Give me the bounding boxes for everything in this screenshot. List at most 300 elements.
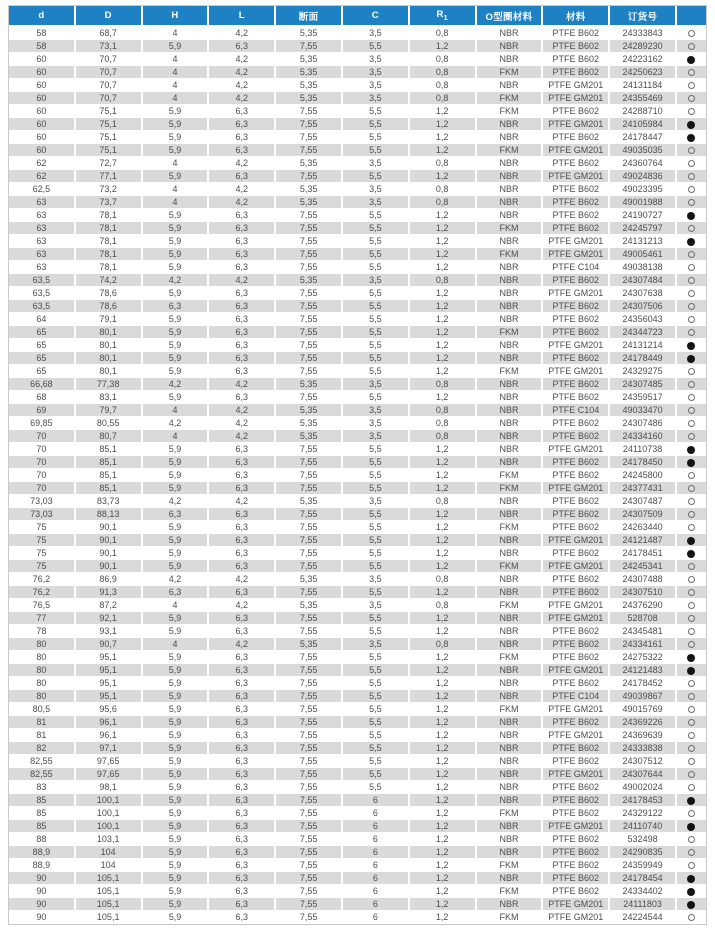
availability-dot-icon bbox=[688, 745, 695, 752]
cell-cross-section: 7,55 bbox=[276, 456, 343, 469]
cell-oring-material: FKM bbox=[477, 248, 544, 261]
cell-R1: 1,2 bbox=[410, 521, 477, 534]
cell-L: 6,3 bbox=[209, 144, 276, 157]
cell-d: 63 bbox=[9, 196, 76, 209]
cell-H: 4 bbox=[143, 404, 210, 417]
cell-L: 6,3 bbox=[209, 729, 276, 742]
cell-order-number: 49039867 bbox=[610, 690, 677, 703]
cell-L: 6,3 bbox=[209, 521, 276, 534]
cell-oring-material: NBR bbox=[477, 235, 544, 248]
table-row bbox=[9, 79, 706, 92]
cell-R1: 0,8 bbox=[410, 573, 477, 586]
cell-oring-material: NBR bbox=[477, 157, 544, 170]
cell-d: 70 bbox=[9, 469, 76, 482]
cell-d: 60 bbox=[9, 105, 76, 118]
cell-C: 5,5 bbox=[343, 625, 410, 638]
cell-L: 4,2 bbox=[209, 274, 276, 287]
cell-order-number: 24307488 bbox=[610, 573, 677, 586]
availability-dot-icon bbox=[688, 706, 695, 713]
cell-R1: 1,2 bbox=[410, 586, 477, 599]
cell-cross-section: 7,55 bbox=[276, 248, 343, 261]
cell-C: 3,5 bbox=[343, 430, 410, 443]
cell-material: PTFE GM201 bbox=[543, 443, 610, 456]
table-row bbox=[9, 261, 706, 274]
cell-availability bbox=[677, 79, 706, 92]
table-row bbox=[9, 391, 706, 404]
cell-L: 6,3 bbox=[209, 313, 276, 326]
cell-availability bbox=[677, 287, 706, 300]
cell-L: 6,3 bbox=[209, 300, 276, 313]
col-header-d-label: d bbox=[38, 10, 45, 21]
cell-H: 5,9 bbox=[143, 872, 210, 885]
cell-R1: 1,2 bbox=[410, 209, 477, 222]
cell-D: 78,1 bbox=[76, 222, 143, 235]
cell-L: 6,3 bbox=[209, 690, 276, 703]
cell-order-number: 49015769 bbox=[610, 703, 677, 716]
cell-cross-section: 7,55 bbox=[276, 443, 343, 456]
cell-L: 6,3 bbox=[209, 703, 276, 716]
availability-dot-icon bbox=[687, 446, 695, 454]
availability-dot-icon bbox=[688, 225, 695, 232]
cell-D: 79,7 bbox=[76, 404, 143, 417]
availability-dot-icon bbox=[688, 849, 695, 856]
cell-order-number: 24307487 bbox=[610, 495, 677, 508]
cell-cross-section: 7,55 bbox=[276, 586, 343, 599]
col-header-D-label: D bbox=[104, 10, 112, 21]
cell-D: 95,1 bbox=[76, 664, 143, 677]
cell-oring-material: FKM bbox=[477, 482, 544, 495]
cell-material: PTFE B602 bbox=[543, 742, 610, 755]
cell-D: 100,1 bbox=[76, 807, 143, 820]
cell-R1: 0,8 bbox=[410, 79, 477, 92]
cell-order-number: 24111803 bbox=[610, 898, 677, 911]
cell-C: 3,5 bbox=[343, 196, 410, 209]
cell-R1: 1,2 bbox=[410, 222, 477, 235]
cell-d: 80 bbox=[9, 690, 76, 703]
cell-D: 95,6 bbox=[76, 703, 143, 716]
cell-D: 80,1 bbox=[76, 339, 143, 352]
table-row bbox=[9, 27, 706, 40]
availability-dot-icon bbox=[688, 108, 695, 115]
cell-D: 78,1 bbox=[76, 261, 143, 274]
cell-D: 105,1 bbox=[76, 898, 143, 911]
cell-d: 82,55 bbox=[9, 768, 76, 781]
cell-H: 4 bbox=[143, 638, 210, 651]
cell-R1: 1,2 bbox=[410, 170, 477, 183]
cell-H: 5,9 bbox=[143, 664, 210, 677]
cell-availability bbox=[677, 677, 706, 690]
cell-C: 5,5 bbox=[343, 456, 410, 469]
cell-order-number: 24307510 bbox=[610, 586, 677, 599]
table-row bbox=[9, 469, 706, 482]
cell-oring-material: FKM bbox=[477, 703, 544, 716]
cell-oring-material: NBR bbox=[477, 729, 544, 742]
cell-L: 4,2 bbox=[209, 196, 276, 209]
cell-H: 4 bbox=[143, 430, 210, 443]
cell-d: 85 bbox=[9, 807, 76, 820]
cell-cross-section: 7,55 bbox=[276, 313, 343, 326]
cell-D: 70,7 bbox=[76, 79, 143, 92]
cell-availability bbox=[677, 846, 706, 859]
cell-R1: 1,2 bbox=[410, 131, 477, 144]
cell-d: 73,03 bbox=[9, 508, 76, 521]
cell-oring-material: NBR bbox=[477, 339, 544, 352]
cell-d: 64 bbox=[9, 313, 76, 326]
cell-cross-section: 7,55 bbox=[276, 339, 343, 352]
cell-H: 4,2 bbox=[143, 274, 210, 287]
table-row bbox=[9, 755, 706, 768]
cell-oring-material: NBR bbox=[477, 833, 544, 846]
cell-availability bbox=[677, 833, 706, 846]
cell-material: PTFE GM201 bbox=[543, 170, 610, 183]
cell-C: 3,5 bbox=[343, 404, 410, 417]
cell-d: 60 bbox=[9, 53, 76, 66]
cell-availability bbox=[677, 859, 706, 872]
cell-L: 6,3 bbox=[209, 781, 276, 794]
cell-H: 5,9 bbox=[143, 170, 210, 183]
cell-order-number: 24178450 bbox=[610, 456, 677, 469]
cell-cross-section: 7,55 bbox=[276, 326, 343, 339]
cell-C: 5,5 bbox=[343, 547, 410, 560]
availability-dot-icon bbox=[688, 771, 695, 778]
cell-availability bbox=[677, 131, 706, 144]
cell-availability bbox=[677, 53, 706, 66]
cell-L: 6,3 bbox=[209, 391, 276, 404]
availability-dot-icon bbox=[687, 537, 695, 545]
cell-d: 70 bbox=[9, 482, 76, 495]
cell-R1: 1,2 bbox=[410, 755, 477, 768]
cell-R1: 1,2 bbox=[410, 248, 477, 261]
cell-availability bbox=[677, 118, 706, 131]
col-header-order-number bbox=[610, 6, 677, 27]
cell-D: 97,1 bbox=[76, 742, 143, 755]
cell-material: PTFE B602 bbox=[543, 430, 610, 443]
cell-D: 68,7 bbox=[76, 27, 143, 40]
cell-D: 80,1 bbox=[76, 326, 143, 339]
cell-L: 6,3 bbox=[209, 339, 276, 352]
cell-d: 60 bbox=[9, 92, 76, 105]
cell-cross-section: 5,35 bbox=[276, 92, 343, 105]
cell-oring-material: NBR bbox=[477, 404, 544, 417]
cell-H: 5,9 bbox=[143, 118, 210, 131]
cell-order-number: 24178454 bbox=[610, 872, 677, 885]
cell-L: 6,3 bbox=[209, 807, 276, 820]
availability-dot-icon bbox=[688, 433, 695, 440]
cell-C: 5,5 bbox=[343, 365, 410, 378]
table-row bbox=[9, 586, 706, 599]
cell-cross-section: 7,55 bbox=[276, 690, 343, 703]
cell-H: 5,9 bbox=[143, 690, 210, 703]
availability-dot-icon bbox=[687, 901, 695, 909]
cell-R1: 1,2 bbox=[410, 352, 477, 365]
cell-R1: 1,2 bbox=[410, 781, 477, 794]
cell-oring-material: NBR bbox=[477, 209, 544, 222]
cell-availability bbox=[677, 469, 706, 482]
cell-D: 105,1 bbox=[76, 885, 143, 898]
cell-L: 6,3 bbox=[209, 846, 276, 859]
cell-R1: 1,2 bbox=[410, 313, 477, 326]
cell-L: 6,3 bbox=[209, 209, 276, 222]
table-row bbox=[9, 638, 706, 651]
header-row bbox=[9, 6, 706, 27]
cell-C: 5,5 bbox=[343, 170, 410, 183]
cell-order-number: 24245797 bbox=[610, 222, 677, 235]
availability-dot-icon bbox=[687, 888, 695, 896]
cell-order-number: 24355469 bbox=[610, 92, 677, 105]
availability-dot-icon bbox=[688, 693, 695, 700]
cell-cross-section: 7,55 bbox=[276, 287, 343, 300]
cell-d: 63 bbox=[9, 222, 76, 235]
table-header bbox=[9, 6, 706, 27]
cell-cross-section: 7,55 bbox=[276, 365, 343, 378]
cell-order-number: 24245341 bbox=[610, 560, 677, 573]
cell-H: 5,9 bbox=[143, 40, 210, 53]
cell-cross-section: 7,55 bbox=[276, 846, 343, 859]
cell-C: 3,5 bbox=[343, 274, 410, 287]
cell-order-number: 49035035 bbox=[610, 144, 677, 157]
availability-dot-icon bbox=[688, 862, 695, 869]
cell-H: 5,9 bbox=[143, 521, 210, 534]
cell-R1: 1,2 bbox=[410, 469, 477, 482]
cell-H: 5,9 bbox=[143, 716, 210, 729]
cell-material: PTFE GM201 bbox=[543, 898, 610, 911]
cell-C: 5,5 bbox=[343, 209, 410, 222]
cell-oring-material: NBR bbox=[477, 131, 544, 144]
cell-d: 62,5 bbox=[9, 183, 76, 196]
cell-D: 85,1 bbox=[76, 456, 143, 469]
cell-material: PTFE GM201 bbox=[543, 92, 610, 105]
availability-dot-icon bbox=[688, 69, 695, 76]
cell-D: 75,1 bbox=[76, 118, 143, 131]
cell-order-number: 24344723 bbox=[610, 326, 677, 339]
cell-order-number: 24224544 bbox=[610, 911, 677, 924]
cell-material: PTFE B602 bbox=[543, 716, 610, 729]
cell-oring-material: NBR bbox=[477, 872, 544, 885]
cell-oring-material: FKM bbox=[477, 911, 544, 924]
cell-L: 4,2 bbox=[209, 157, 276, 170]
cell-cross-section: 7,55 bbox=[276, 729, 343, 742]
cell-material: PTFE GM201 bbox=[543, 820, 610, 833]
cell-L: 6,3 bbox=[209, 443, 276, 456]
cell-d: 70 bbox=[9, 430, 76, 443]
cell-cross-section: 7,55 bbox=[276, 677, 343, 690]
table-row bbox=[9, 326, 706, 339]
cell-oring-material: NBR bbox=[477, 456, 544, 469]
cell-R1: 1,2 bbox=[410, 625, 477, 638]
cell-material: PTFE GM201 bbox=[543, 703, 610, 716]
table-row bbox=[9, 339, 706, 352]
cell-cross-section: 7,55 bbox=[276, 508, 343, 521]
cell-C: 6 bbox=[343, 898, 410, 911]
cell-D: 78,1 bbox=[76, 235, 143, 248]
cell-R1: 1,2 bbox=[410, 859, 477, 872]
cell-cross-section: 7,55 bbox=[276, 768, 343, 781]
cell-L: 4,2 bbox=[209, 430, 276, 443]
cell-availability bbox=[677, 651, 706, 664]
cell-C: 5,5 bbox=[343, 703, 410, 716]
cell-d: 88,9 bbox=[9, 846, 76, 859]
cell-material: PTFE B602 bbox=[543, 274, 610, 287]
cell-L: 6,3 bbox=[209, 131, 276, 144]
cell-material: PTFE B602 bbox=[543, 885, 610, 898]
availability-dot-icon bbox=[687, 823, 695, 831]
availability-dot-icon bbox=[688, 524, 695, 531]
cell-oring-material: FKM bbox=[477, 560, 544, 573]
cell-order-number: 24131184 bbox=[610, 79, 677, 92]
cell-cross-section: 7,55 bbox=[276, 612, 343, 625]
cell-order-number: 49005461 bbox=[610, 248, 677, 261]
cell-L: 6,3 bbox=[209, 768, 276, 781]
cell-availability bbox=[677, 222, 706, 235]
cell-availability bbox=[677, 573, 706, 586]
cell-order-number: 24131213 bbox=[610, 235, 677, 248]
availability-dot-icon bbox=[688, 563, 695, 570]
cell-H: 5,9 bbox=[143, 755, 210, 768]
cell-R1: 0,8 bbox=[410, 183, 477, 196]
cell-H: 5,9 bbox=[143, 833, 210, 846]
cell-R1: 0,8 bbox=[410, 430, 477, 443]
table-row bbox=[9, 664, 706, 677]
cell-C: 3,5 bbox=[343, 157, 410, 170]
cell-L: 6,3 bbox=[209, 794, 276, 807]
cell-cross-section: 5,35 bbox=[276, 430, 343, 443]
table-row bbox=[9, 53, 706, 66]
cell-D: 93,1 bbox=[76, 625, 143, 638]
cell-R1: 0,8 bbox=[410, 417, 477, 430]
cell-C: 5,5 bbox=[343, 469, 410, 482]
cell-H: 4 bbox=[143, 157, 210, 170]
cell-L: 6,3 bbox=[209, 560, 276, 573]
table-row bbox=[9, 40, 706, 53]
cell-availability bbox=[677, 638, 706, 651]
cell-availability bbox=[677, 105, 706, 118]
cell-cross-section: 5,35 bbox=[276, 573, 343, 586]
cell-order-number: 24359517 bbox=[610, 391, 677, 404]
cell-availability bbox=[677, 27, 706, 40]
cell-L: 6,3 bbox=[209, 586, 276, 599]
cell-availability bbox=[677, 612, 706, 625]
cell-L: 6,3 bbox=[209, 742, 276, 755]
cell-availability bbox=[677, 807, 706, 820]
col-header-D bbox=[76, 6, 143, 27]
cell-d: 69,85 bbox=[9, 417, 76, 430]
availability-dot-icon bbox=[687, 667, 695, 675]
cell-C: 6 bbox=[343, 833, 410, 846]
cell-cross-section: 5,35 bbox=[276, 417, 343, 430]
cell-order-number: 24369226 bbox=[610, 716, 677, 729]
availability-dot-icon bbox=[688, 602, 695, 609]
cell-H: 4 bbox=[143, 92, 210, 105]
cell-oring-material: NBR bbox=[477, 768, 544, 781]
availability-dot-icon bbox=[688, 394, 695, 401]
cell-D: 70,7 bbox=[76, 66, 143, 79]
cell-D: 78,6 bbox=[76, 287, 143, 300]
cell-d: 78 bbox=[9, 625, 76, 638]
availability-dot-icon bbox=[688, 914, 695, 921]
availability-dot-icon bbox=[688, 732, 695, 739]
cell-oring-material: NBR bbox=[477, 742, 544, 755]
cell-material: PTFE B602 bbox=[543, 300, 610, 313]
cell-d: 80,5 bbox=[9, 703, 76, 716]
table-row bbox=[9, 521, 706, 534]
cell-material: PTFE GM201 bbox=[543, 287, 610, 300]
cell-availability bbox=[677, 391, 706, 404]
cell-cross-section: 7,55 bbox=[276, 703, 343, 716]
cell-D: 85,1 bbox=[76, 482, 143, 495]
availability-dot-icon bbox=[688, 173, 695, 180]
cell-order-number: 24121483 bbox=[610, 664, 677, 677]
availability-dot-icon bbox=[688, 147, 695, 154]
cell-cross-section: 5,35 bbox=[276, 66, 343, 79]
cell-C: 5,5 bbox=[343, 755, 410, 768]
cell-C: 5,5 bbox=[343, 118, 410, 131]
cell-material: PTFE B602 bbox=[543, 53, 610, 66]
cell-material: PTFE B602 bbox=[543, 469, 610, 482]
cell-d: 80 bbox=[9, 677, 76, 690]
availability-dot-icon bbox=[687, 238, 695, 246]
cell-order-number: 49001988 bbox=[610, 196, 677, 209]
cell-R1: 1,2 bbox=[410, 482, 477, 495]
availability-dot-icon bbox=[688, 576, 695, 583]
cell-material: PTFE B602 bbox=[543, 40, 610, 53]
cell-order-number: 24178447 bbox=[610, 131, 677, 144]
availability-dot-icon bbox=[688, 303, 695, 310]
cell-order-number: 528708 bbox=[610, 612, 677, 625]
cell-cross-section: 7,55 bbox=[276, 872, 343, 885]
cell-order-number: 24178451 bbox=[610, 547, 677, 560]
cell-availability bbox=[677, 326, 706, 339]
cell-availability bbox=[677, 794, 706, 807]
cell-L: 4,2 bbox=[209, 27, 276, 40]
cell-material: PTFE C104 bbox=[543, 261, 610, 274]
table-row bbox=[9, 534, 706, 547]
table-row bbox=[9, 833, 706, 846]
cell-D: 80,1 bbox=[76, 352, 143, 365]
cell-availability bbox=[677, 196, 706, 209]
cell-d: 75 bbox=[9, 521, 76, 534]
cell-material: PTFE GM201 bbox=[543, 144, 610, 157]
table-row bbox=[9, 911, 706, 924]
col-header-material-label: 材料 bbox=[565, 11, 586, 23]
cell-material: PTFE GM201 bbox=[543, 482, 610, 495]
cell-H: 5,9 bbox=[143, 326, 210, 339]
cell-C: 6 bbox=[343, 911, 410, 924]
table-frame bbox=[8, 5, 707, 925]
cell-H: 5,9 bbox=[143, 352, 210, 365]
cell-D: 91,3 bbox=[76, 586, 143, 599]
cell-oring-material: NBR bbox=[477, 586, 544, 599]
availability-dot-icon bbox=[688, 407, 695, 414]
cell-D: 105,1 bbox=[76, 911, 143, 924]
cell-material: PTFE B602 bbox=[543, 859, 610, 872]
table-row bbox=[9, 183, 706, 196]
table-row bbox=[9, 781, 706, 794]
cell-oring-material: FKM bbox=[477, 807, 544, 820]
availability-dot-icon bbox=[688, 680, 695, 687]
cell-cross-section: 7,55 bbox=[276, 391, 343, 404]
cell-H: 5,9 bbox=[143, 547, 210, 560]
cell-order-number: 24307638 bbox=[610, 287, 677, 300]
cell-H: 4 bbox=[143, 599, 210, 612]
cell-R1: 0,8 bbox=[410, 27, 477, 40]
cell-order-number: 24334160 bbox=[610, 430, 677, 443]
cell-cross-section: 5,35 bbox=[276, 495, 343, 508]
cell-order-number: 24307509 bbox=[610, 508, 677, 521]
cell-H: 6,3 bbox=[143, 300, 210, 313]
cell-material: PTFE B602 bbox=[543, 495, 610, 508]
cell-L: 6,3 bbox=[209, 508, 276, 521]
cell-material: PTFE B602 bbox=[543, 326, 610, 339]
